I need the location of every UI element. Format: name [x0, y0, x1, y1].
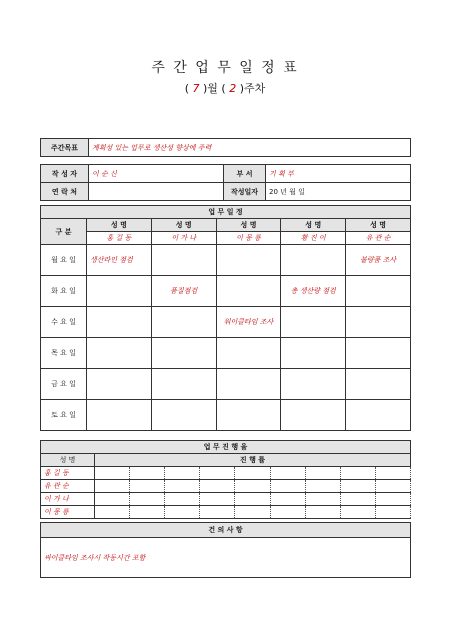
progress-cell[interactable] [340, 467, 375, 480]
schedule-cell[interactable] [87, 369, 152, 400]
schedule-cell[interactable] [281, 369, 346, 400]
date-value[interactable]: 20 년 월 일 [266, 183, 411, 201]
progress-person: 홍 길 동 [41, 467, 95, 480]
progress-cell[interactable] [200, 506, 235, 519]
progress-cell[interactable] [340, 493, 375, 506]
day-label-mon: 월 요 일 [41, 245, 87, 276]
progress-cell[interactable] [375, 493, 410, 506]
schedule-cell[interactable] [151, 338, 216, 369]
name-header: 성 명 [346, 219, 411, 232]
progress-cell[interactable] [235, 506, 270, 519]
author-table [40, 164, 411, 201]
progress-cell[interactable] [270, 480, 305, 493]
progress-cell[interactable] [95, 480, 130, 493]
notes-table [40, 522, 411, 578]
schedule-cell[interactable] [281, 245, 346, 276]
progress-person: 유 관 순 [41, 480, 95, 493]
progress-person: 이 몽 룡 [41, 506, 95, 519]
name-header: 성 명 [281, 219, 346, 232]
schedule-cell[interactable]: 품질점검 [151, 276, 216, 307]
day-label-sat: 토 요 일 [41, 400, 87, 431]
schedule-cell[interactable] [151, 307, 216, 338]
schedule-cell[interactable] [87, 338, 152, 369]
progress-cell[interactable] [235, 480, 270, 493]
progress-cell[interactable] [270, 467, 305, 480]
person-name[interactable]: 이 몽 룡 [216, 232, 281, 245]
progress-cell[interactable] [340, 506, 375, 519]
progress-cell[interactable] [375, 467, 410, 480]
progress-cell[interactable] [305, 506, 340, 519]
day-label-tue: 화 요 일 [41, 276, 87, 307]
progress-cell[interactable] [130, 506, 165, 519]
week-value[interactable]: 2 [229, 82, 237, 95]
progress-cell[interactable] [270, 506, 305, 519]
goal-value[interactable]: 계획성 있는 업무로 생산성 향상에 주력 [89, 139, 411, 157]
document-title: 주 간 업 무 일 정 표 [151, 60, 299, 76]
progress-cell[interactable] [305, 467, 340, 480]
schedule-cell[interactable]: 생산라인 점검 [87, 245, 152, 276]
progress-cell[interactable] [200, 493, 235, 506]
progress-title: 업 무 진 행 율 [41, 441, 411, 454]
progress-name-header: 성 명 [41, 454, 95, 467]
day-label-fri: 금 요 일 [41, 369, 87, 400]
schedule-cell[interactable] [346, 400, 411, 431]
schedule-cell[interactable] [346, 276, 411, 307]
progress-cell[interactable] [375, 480, 410, 493]
progress-cell[interactable] [270, 493, 305, 506]
contact-value[interactable] [89, 183, 224, 201]
person-name[interactable]: 이 가 나 [151, 232, 216, 245]
person-name[interactable]: 유 관 순 [346, 232, 411, 245]
progress-cell[interactable] [130, 467, 165, 480]
progress-table [40, 440, 411, 519]
schedule-cell[interactable] [151, 400, 216, 431]
day-label-wed: 수 요 일 [41, 307, 87, 338]
progress-person: 이 가 나 [41, 493, 95, 506]
schedule-cell[interactable]: 총 생산량 점검 [281, 276, 346, 307]
schedule-cell[interactable] [281, 400, 346, 431]
document-subtitle [0, 80, 450, 96]
schedule-cell[interactable] [216, 369, 281, 400]
schedule-cell[interactable]: 워이클타임 조사 [216, 307, 281, 338]
schedule-cell[interactable] [281, 307, 346, 338]
day-label-thu: 목 요 일 [41, 338, 87, 369]
progress-cell[interactable] [95, 493, 130, 506]
month-suffix: )월 ( [199, 82, 230, 95]
schedule-cell[interactable] [346, 369, 411, 400]
schedule-cell[interactable] [216, 338, 281, 369]
month-value[interactable]: 7 [192, 82, 200, 95]
person-name[interactable]: 황 진 이 [281, 232, 346, 245]
goal-label: 주간목표 [41, 139, 89, 157]
section-label: 구 분 [41, 219, 87, 245]
schedule-cell[interactable] [216, 276, 281, 307]
schedule-cell[interactable] [87, 307, 152, 338]
name-header: 성 명 [216, 219, 281, 232]
date-label: 작성일자 [224, 183, 266, 201]
schedule-title: 업 무 일 정 [41, 206, 411, 219]
progress-rate-header: 진 행 률 [95, 454, 411, 467]
progress-cell[interactable] [165, 467, 200, 480]
progress-cell[interactable] [130, 480, 165, 493]
contact-label: 연 락 처 [41, 183, 89, 201]
progress-cell[interactable] [305, 480, 340, 493]
name-header: 성 명 [151, 219, 216, 232]
progress-cell[interactable] [340, 480, 375, 493]
progress-cell[interactable] [200, 467, 235, 480]
progress-cell[interactable] [235, 467, 270, 480]
schedule-cell[interactable] [346, 307, 411, 338]
goal-table [40, 138, 411, 157]
writer-label: 작 성 자 [41, 165, 89, 183]
progress-cell[interactable] [165, 493, 200, 506]
progress-cell[interactable] [200, 480, 235, 493]
writer-value[interactable]: 이 순 신 [89, 165, 224, 183]
schedule-cell[interactable] [216, 245, 281, 276]
progress-cell[interactable] [305, 493, 340, 506]
schedule-cell[interactable] [346, 338, 411, 369]
progress-cell[interactable] [375, 506, 410, 519]
week-suffix: )주차 [236, 82, 266, 95]
name-header: 성 명 [87, 219, 152, 232]
dept-value[interactable]: 기 획 부 [266, 165, 411, 183]
schedule-cell[interactable] [87, 400, 152, 431]
progress-cell[interactable] [95, 467, 130, 480]
notes-title: 건 의 사 항 [41, 523, 411, 538]
schedule-cell[interactable] [216, 400, 281, 431]
dept-label: 부 서 [224, 165, 266, 183]
subtitle-open: ( [184, 82, 193, 95]
progress-cell[interactable] [235, 493, 270, 506]
schedule-cell[interactable] [151, 369, 216, 400]
progress-cell[interactable] [95, 506, 130, 519]
progress-cell[interactable] [130, 493, 165, 506]
schedule-cell[interactable] [151, 245, 216, 276]
notes-text[interactable]: 싸이클타임 조사시 작동시간 포함 [41, 538, 411, 578]
person-name[interactable]: 홍 길 동 [87, 232, 152, 245]
schedule-table [40, 205, 411, 431]
progress-cell[interactable] [165, 506, 200, 519]
schedule-cell[interactable]: 불량품 조사 [346, 245, 411, 276]
progress-cell[interactable] [165, 480, 200, 493]
schedule-cell[interactable] [87, 276, 152, 307]
schedule-cell[interactable] [281, 338, 346, 369]
